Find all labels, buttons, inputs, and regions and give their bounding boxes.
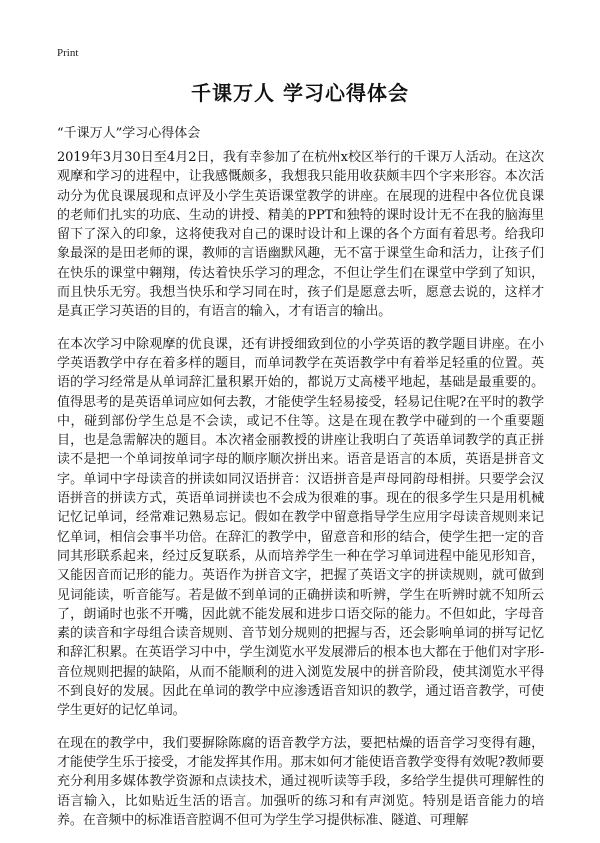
document-body: [57, 148, 544, 843]
print-label[interactable]: Print: [57, 47, 79, 59]
paragraph-2: 在本次学习中除观摩的优良课，还有讲授细致到位的小学英语的教学题目讲座。在小学英语教学中存在着多样的题目，而单词教学在英语教学中有着举足轻重的位置。英语的学习经常是从单词辞汇量积累开始的，都说万丈高楼平地起，基础是最重要的。值得思考的是英语单词应如何去教，才能使学生轻易接受，轻易记住呢?在平时的教学中，碰到部份学生总是不会读，或记不住等。这是在现在教学中碰到的一个重要题目，也是急需解决的题目。本次褚金丽教授的讲座让我明白了英语单词教学的真正拼读不是把一个单词按单词字母的顺序顺次拼出来。语音是语言的本质，英语是拼音文字。单词中字母读音的拼读如同汉语拼音：汉语拼音是声母同韵母相拼。只要学会汉语拼音的拼读方式，英语单词拼读也不会成为很难的事。现在的很多学生只是用机械记忆记单词，经常难记熟易忘记。假如在教学中留意指导学生应用字母读音规则来记忆单词，相信会事半功倍。在辞汇的教学中，留意音和形的结合，使学生把一定的音同其形联系起来，经过反复联系，从而培养学生一种在学习单词进程中能见形知音，又能因音而记形的能力。英语作为拼音文字，把握了英语文字的拼读规则，就可做到见词能读，听音能写。若是做不到单词的正确拼读和听辨，学生在听辨时就不知所云了，朗诵时也张不开嘴，因此就不能发展和进步口语交际的能力。不但如此，字母音素的读音和字母组合读音规则、音节划分规则的把握与否，还会影响单词的拼写记忆和辞汇积累。在英语学习中中，学生浏览水平发展滞后的根本也大都在于他们对字形-音位规则把握的缺陷，从而不能顺利的进入浏览发展中的拼音阶段，使其浏览水平得不到良好的发展。因此在单词的教学中应渗透语音知识的教学，通过语音教学，可使学生更好的记忆单词。: [57, 336, 544, 719]
document-subtitle: “千课万人”学习心得体会: [57, 126, 201, 141]
paragraph-1: 2019年3月30日至4月2日，我有幸参加了在杭州x校区举行的千课万人活动。在这次观摩和学习的进程中，让我感慨颇多，我想我只能用收获颇丰四个字来形容。本次活动分为优良课展现和点评及小学生英语课堂教学的讲座。在展现的进程中各位优良课的老师们扎实的功底、生动的讲授、精美的PPT和独特的课时设计无不在我的脑海里留下了深入的印象，这将使我对自己的课时设计和上课的各个方面有着思考。给我印象最深的是田老师的课，教师的言语幽默风趣，无不富于课堂生命和活力，让孩子们在快乐的课堂中翱翔，传达着快乐学习的理念，不但让学生们在课堂中学到了知识，而且快乐无穷。我想当快乐和学习同在时，孩子们是愿意去听，愿意去说的，这样才是真正学习英语的目的，有语言的输入，才有语言的输出。: [57, 150, 544, 320]
document-title: 千课万人 学习心得体会: [191, 81, 409, 105]
paragraph-3: 在现在的教学中，我们要摒除陈腐的语音教学方法，要把枯燥的语音学习变得有趣，才能使学生乐于接受，才能发挥其作用。那末如何才能使语音教学变得有效呢?教师要充分利用多媒体教学资源和点读技术，通过视听读等手段，多给学生提供可理解性的语言输入，比如贴近生活的语言。加强听的练习和有声浏览。特别是语音能力的培养。在音频中的标准语音腔调不但可为学生学习提供标准、隧道、可理解: [57, 735, 544, 828]
